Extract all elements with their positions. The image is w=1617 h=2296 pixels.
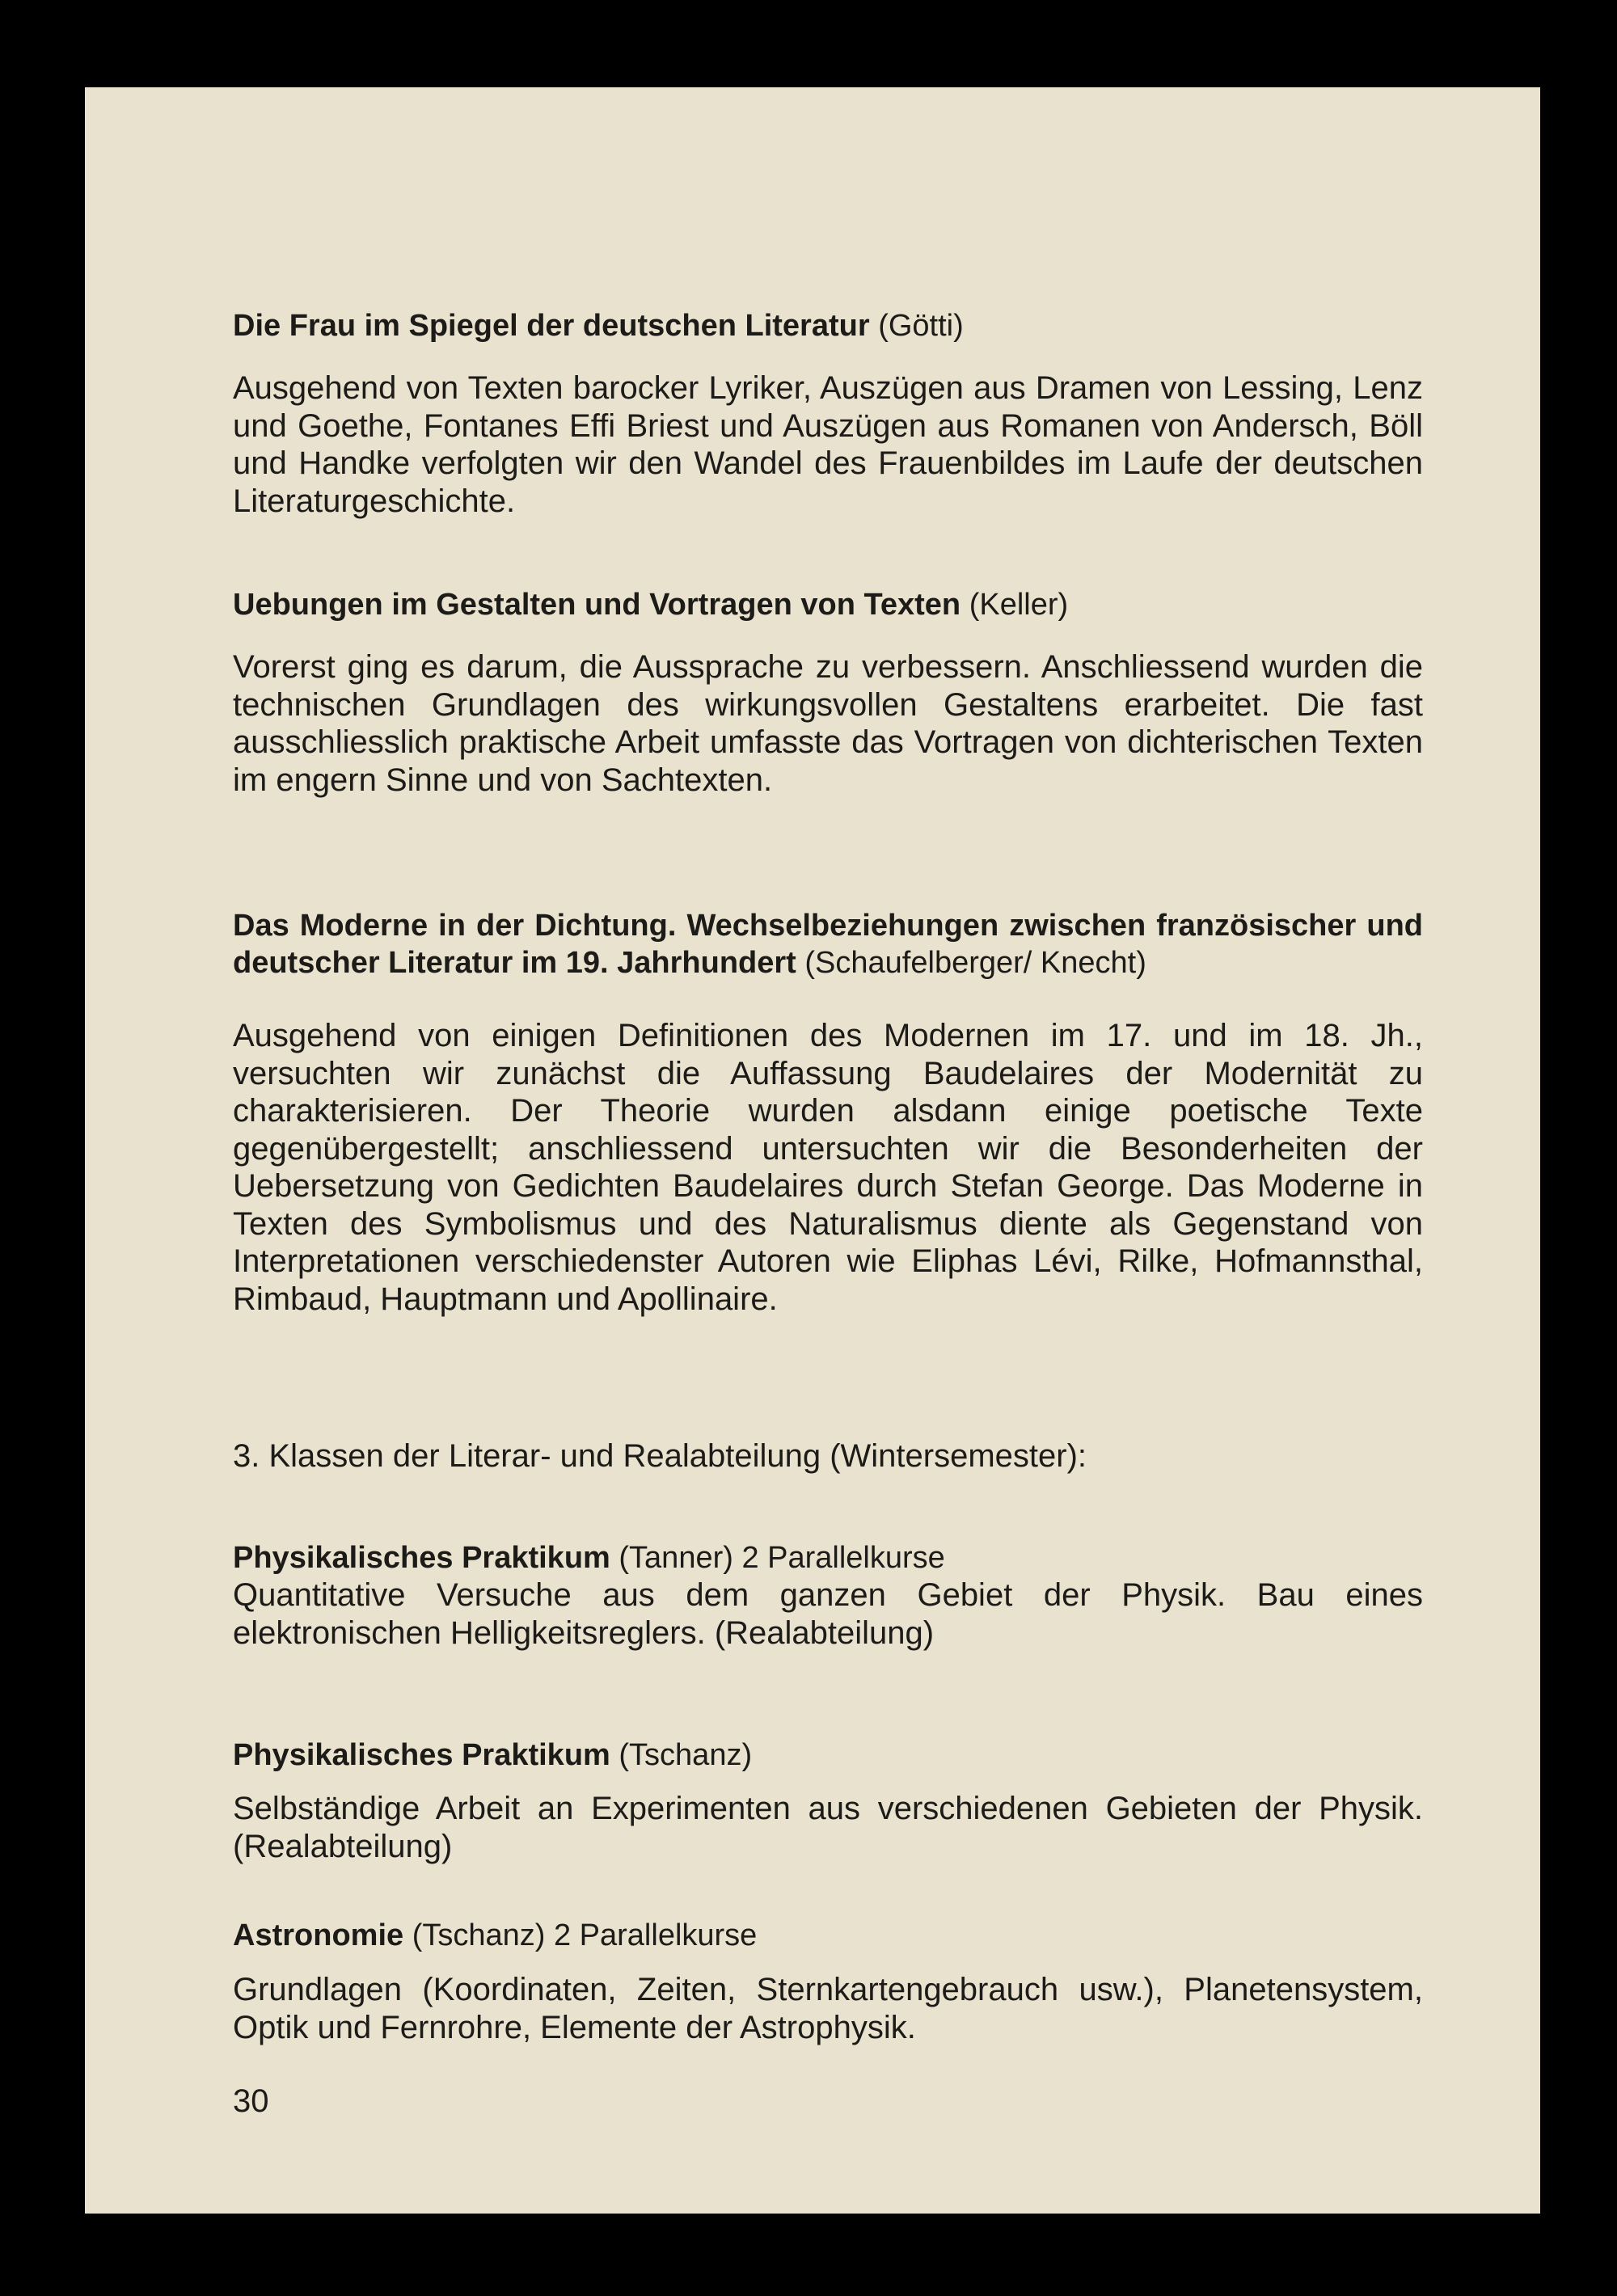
section-body: Selbständige Arbeit an Experimenten aus verschiedenen Gebieten der Physik. (Realabteilung) <box>233 1791 1423 1864</box>
section-teacher: (Tschanz) <box>619 1738 753 1772</box>
section-title: Physikalisches Praktikum <box>233 1738 610 1772</box>
section-heading <box>233 1737 1423 1774</box>
section-title: Die Frau im Spiegel der deutschen Literatur <box>233 309 870 343</box>
class-group-text: 3. Klassen der Literar- und Realabteilung (Wintersemester): <box>233 1438 1087 1474</box>
section-heading <box>233 1539 1423 1576</box>
section-das-moderne <box>233 907 1423 981</box>
section-body: Quantitative Versuche aus dem ganzen Gebiet der Physik. Bau eines elektronischen Helligkeitsreglers. (Realabteilung) <box>233 1577 1423 1651</box>
section-physik-tschanz-body <box>233 1790 1423 1865</box>
section-physik-tanner <box>233 1539 1423 1652</box>
section-title: Physikalisches Praktikum <box>233 1541 610 1575</box>
section-teacher: (Götti) <box>878 309 964 343</box>
section-heading <box>233 1917 1423 1954</box>
section-teacher: (Keller) <box>969 588 1069 622</box>
section-heading <box>233 907 1423 981</box>
section-body: Ausgehend von Texten barocker Lyriker, Auszügen aus Dramen von Lessing, Lenz und Goethe, Fontanes Effi Briest und Auszügen aus Romanen von Andersch, Böll und Handke verfolgten wir den Wandel des Frauenbildes im Laufe der deutschen Literaturgeschichte. <box>233 370 1423 519</box>
section-uebungen <box>233 586 1423 623</box>
section-body: Ausgehend von einigen Definitionen des Modernen im 17. und im 18. Jh., versuchten wir zunächst die Auffassung Baudelaires der Modernität zu charakterisieren. Der Theorie wurden alsdann einige poetische Texte gegenübergestellt; anschliessend untersuchten wir die Besonderheiten der Uebersetzung von Gedichten Baudelaires durch Stefan George. Das Moderne in Texten des Symbolismus und des Naturalismus diente als Gegenstand von Interpretationen verschiedenster Autoren wie Eliphas Lévi, Rilke, Hofmannsthal, Rimbaud, Hauptmann und Apollinaire. <box>233 1018 1423 1317</box>
section-das-moderne-body <box>233 1017 1423 1318</box>
section-teacher: (Tanner) 2 Parallelkurse <box>619 1541 945 1575</box>
section-astronomie-body <box>233 1971 1423 2046</box>
section-title: Uebungen im Gestalten und Vortragen von Texten <box>233 588 961 622</box>
section-astronomie <box>233 1917 1423 1954</box>
section-title: Das Moderne in der Dichtung. Wechselbeziehungen zwischen französischer und deutscher Literatur im 19. Jahrhundert <box>233 909 1423 980</box>
section-frau-im-spiegel <box>233 307 1423 344</box>
class-group-heading <box>233 1437 1423 1475</box>
section-teacher: (Tschanz) 2 Parallelkurse <box>412 1918 758 1952</box>
section-body: Grundlagen (Koordinaten, Zeiten, Sternkartengebrauch usw.), Planetensystem, Optik und Fernrohre, Elemente der Astrophysik. <box>233 1972 1423 2045</box>
section-frau-im-spiegel-body <box>233 369 1423 520</box>
section-teacher: (Schaufelberger/ Knecht) <box>804 946 1146 980</box>
section-uebungen-body <box>233 648 1423 799</box>
document-page <box>85 87 1540 2214</box>
section-physik-tschanz <box>233 1737 1423 1774</box>
section-heading <box>233 586 1423 623</box>
section-title: Astronomie <box>233 1918 404 1952</box>
section-body: Vorerst ging es darum, die Aussprache zu verbessern. Anschliessend wurden die technischen Grundlagen des wirkungsvollen Gestaltens erarbeitet. Die fast ausschliesslich praktische Arbeit umfasste das Vortragen von dichterischen Texten im engern Sinne und von Sachtexten. <box>233 649 1423 798</box>
section-heading <box>233 307 1423 344</box>
page-number: 30 <box>233 2083 269 2119</box>
